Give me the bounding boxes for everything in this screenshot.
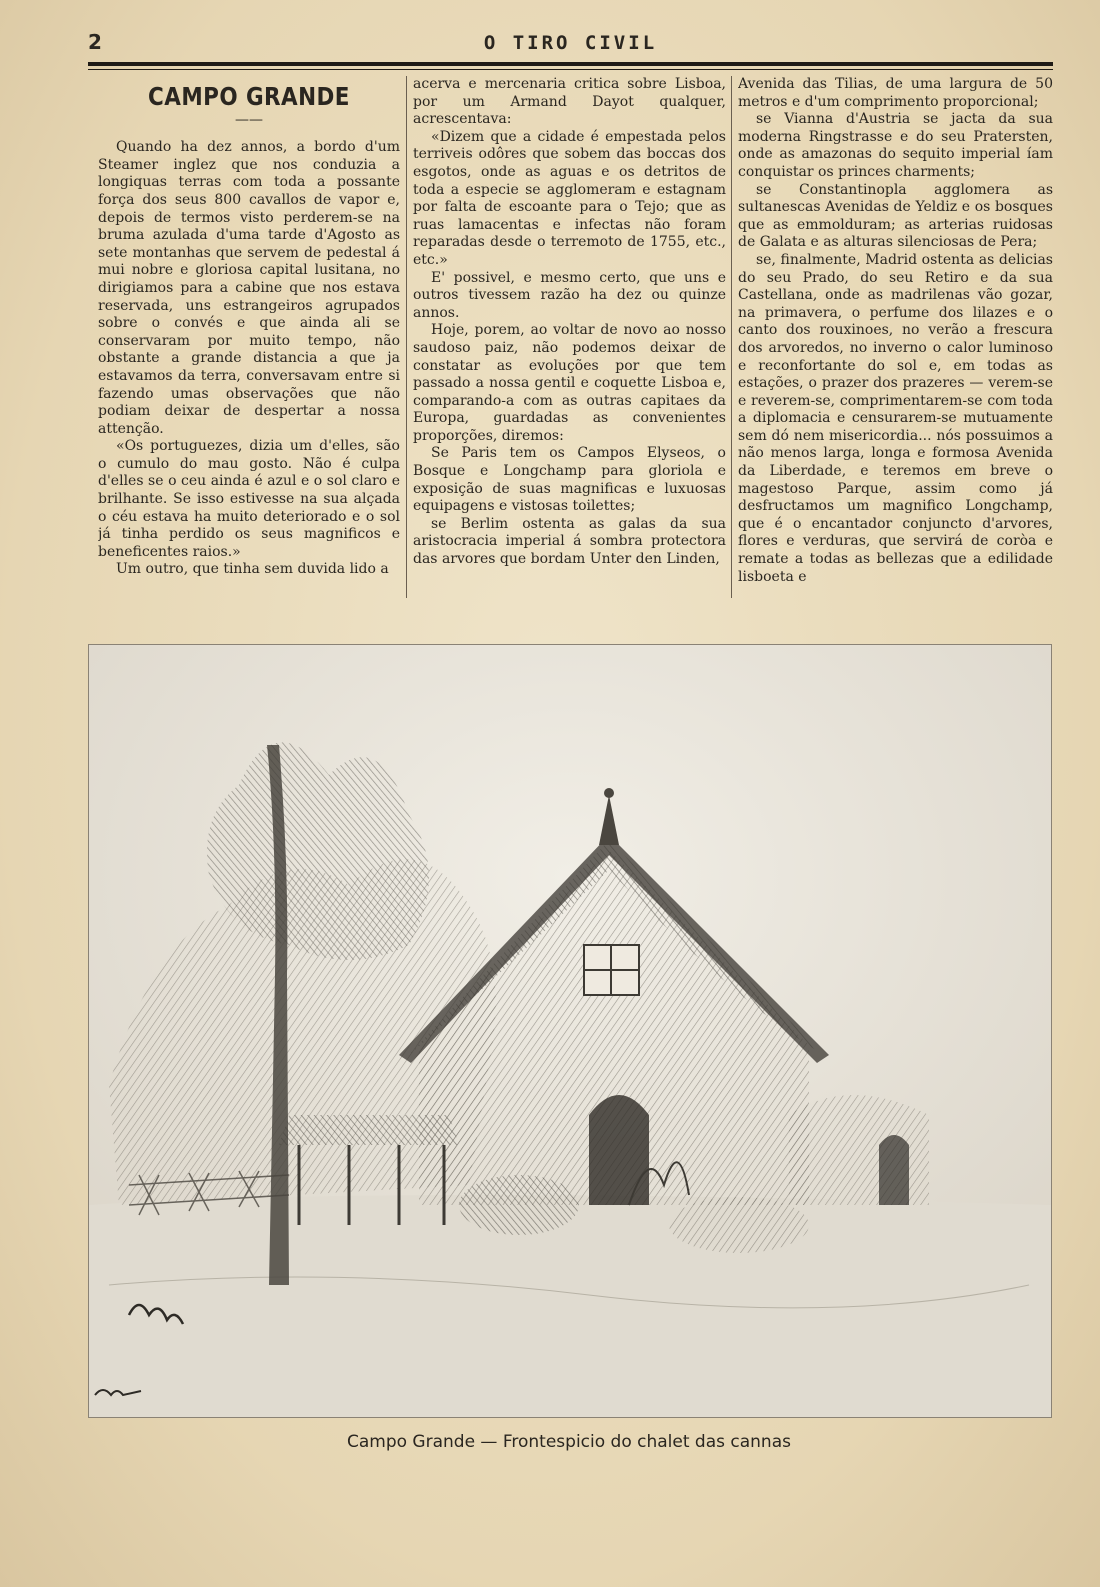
chalet-illustration bbox=[88, 644, 1052, 1418]
journal-title: O TIRO CIVIL bbox=[483, 32, 658, 54]
paragraph: se Vianna d'Austria se jacta da sua moderna Ringstrasse e do seu Pratersten, onde as amazonas do sequito imperial íam conquistar os princes charments; bbox=[738, 111, 1053, 180]
page-number: 2 bbox=[88, 30, 102, 54]
article-title: CAMPO GRANDE bbox=[148, 82, 350, 111]
paragraph: acerva e mercenaria critica sobre Lisboa, por um Armand Dayot qualquer, acrescentava: bbox=[413, 76, 726, 128]
article-columns bbox=[88, 76, 1053, 598]
paragraph: E' possivel, e mesmo certo, que uns e outros tivessem razão ha dez ou quinze annos. bbox=[413, 269, 726, 321]
sketch-drawing bbox=[89, 645, 1051, 1417]
paragraph: Um outro, que tinha sem duvida lido a bbox=[116, 561, 389, 578]
column-divider bbox=[406, 76, 407, 598]
column-divider bbox=[731, 76, 732, 598]
column-1 bbox=[98, 76, 400, 598]
figure-caption: Campo Grande — Frontespicio do chalet das cannas bbox=[346, 1432, 791, 1452]
paragraph: Avenida das Tilias, de uma largura de 50 metros e d'um comprimento proporcional; bbox=[738, 76, 1053, 110]
paragraph: «Os portuguezes, dizia um d'elles, são o cumulo do mau gosto. Não é culpa d'elles se o ceu ainda é azul e o sol claro e brilhante. Se isso estivesse na sua alçada o céu estava ha muito deteriorado e o sol já tinha perdido os seus magnificos e beneficentes raios.» bbox=[98, 438, 400, 560]
paragraph: «Dizem que a cidade é empestada pelos terriveis odôres que sobem das boccas dos esgotos, onde as aguas e os detritos de toda a especie se agglomeram e estagnam por falta de escoante para o Tejo; que as ruas lamacentas e infectas não foram reparadas desde o terremoto de 1755, etc., etc.» bbox=[413, 128, 726, 268]
column-3 bbox=[738, 76, 1053, 598]
title-dash: —— bbox=[235, 111, 263, 128]
paragraph: se Constantinopla agglomera as sultanescas Avenidas de Yeldiz e os bosques que as emmolduram; as arterias ruidosas de Galata e as alturas silenciosas de Pera; bbox=[738, 181, 1053, 251]
column-2 bbox=[413, 76, 726, 598]
paragraph: se Berlim ostenta as galas da sua aristocracia imperial á sombra protectora das arvores que bordam Unter den Linden, bbox=[413, 515, 726, 568]
paragraph: Hoje, porem, ao voltar de novo ao nosso saudoso paiz, não podemos deixar de constatar as evoluções por que tem passado a nossa gentil e coquette Lisboa e, comparando-a com as outras capitaes da Europa, guardadas as convenientes proporções, diremos: bbox=[413, 322, 726, 444]
header-rule-thin bbox=[88, 69, 1053, 70]
page-header bbox=[88, 30, 1053, 60]
header-rule-thick bbox=[88, 62, 1053, 66]
paragraph: Quando ha dez annos, a bordo d'um Steamer inglez que nos conduzia a longiquas terras com toda a possante força dos seus 800 cavallos de vapor e, depois de termos visto perderem-se na bruma azulada d'uma tarde d'Agosto as sete montanhas que servem de pedestal á mui nobre e gloriosa capital lusitana, no dirigiamos para a cabine que nos estava reservada, uns estrangeiros agrupados sobre o convés e que ainda ali se conservaram por muito tempo, não obstante a grande distancia a que ja estavamos da terra, conversavam entre si fazendo umas observações que não podiam deixar de despertar a nossa attenção. bbox=[98, 139, 400, 437]
paragraph: Se Paris tem os Campos Elyseos, o Bosque e Longchamp para gloriola e exposição de suas magnificas e luxuosas equipagens e vistosas toilettes; bbox=[413, 445, 726, 515]
paragraph: se, finalmente, Madrid ostenta as delicias do seu Prado, do seu Retiro e da sua Castellana, onde as madrilenas vão gozar, na primavera, o perfume dos lilazes e o canto dos rouxinoes, no verão a frescura dos arvoredos, no inverno o calor luminoso e reconfortante do sol e, em todas as estações, o prazer dos prazeres — verem-se e reverem-se, comprimentarem-se com toda a diplomacia e censurarem-se mutuamente sem dó nem misericordia... nós possuimos a não menos larga, longa e formosa Avenida da Liberdade, e teremos em breve o magestoso Parque, assim como já desfructamos um magnifico Longchamp, que é o encantador conjuncto d'arvores, flores e verduras, que servirá de coròa e remate a todas as bellezas que a edilidade lisboeta e bbox=[738, 251, 1053, 585]
